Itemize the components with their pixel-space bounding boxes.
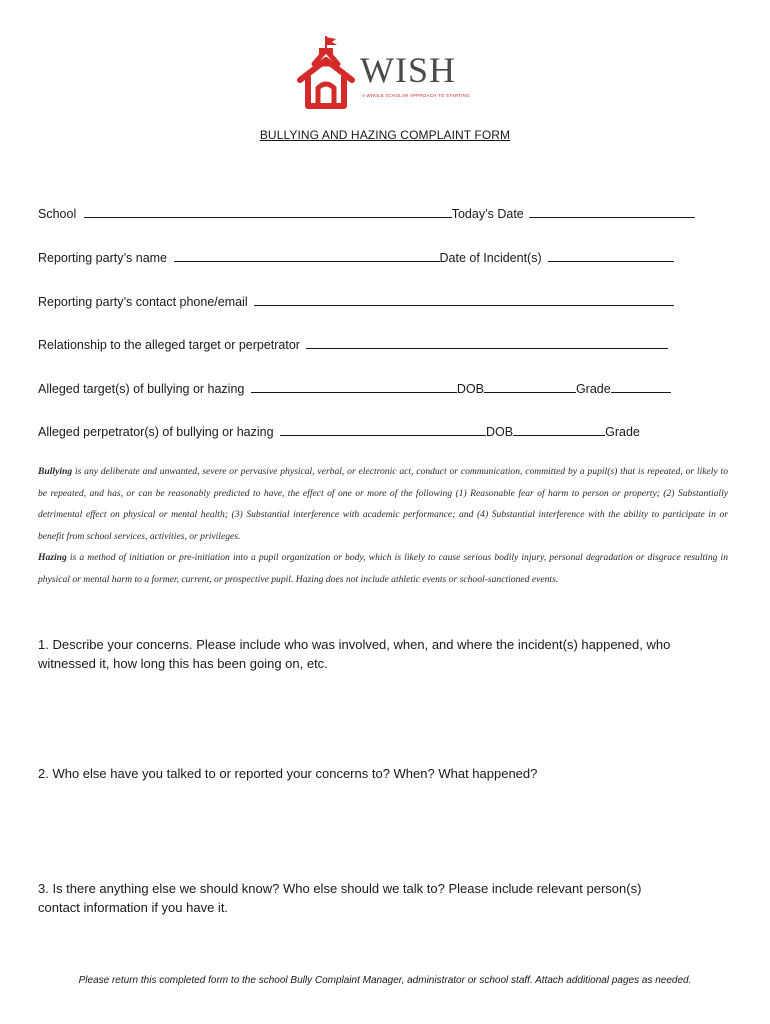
perpetrator-field[interactable] — [280, 422, 486, 436]
logo-tagline: A WHOLE SCHOLAR APPROACH TO STARTING — [362, 93, 470, 98]
question-2: 2. Who else have you talked to or reported your concerns to? When? What happened? — [38, 766, 538, 781]
bullying-term: Bullying — [38, 466, 73, 477]
target-field[interactable] — [251, 379, 457, 393]
footer-note: Please return this completed form to the school Bully Complaint Manager, administrator or school staff. Attach additional pages as needed. — [78, 975, 692, 986]
reporting-name-label: Reporting party’s name — [38, 251, 168, 265]
perpetrator-dob-field[interactable] — [513, 422, 605, 436]
form-title: BULLYING AND HAZING COMPLAINT FORM — [259, 128, 511, 142]
reporting-name-row — [38, 248, 674, 266]
perpetrator-row — [38, 422, 640, 440]
target-dob-field[interactable] — [484, 379, 576, 393]
target-grade-field[interactable] — [611, 379, 671, 393]
question-1: 1. Describe your concerns. Please include who was involved, when, and where the incident(s) happened, who witnessed it, how long this has been going on, etc. — [38, 637, 671, 671]
relationship-field[interactable] — [306, 335, 668, 349]
wish-logo — [296, 34, 496, 114]
contact-field[interactable] — [254, 292, 674, 306]
target-dob-label: DOB — [456, 382, 484, 396]
relationship-row — [38, 335, 668, 353]
target-grade-label: Grade — [575, 382, 611, 396]
definitions-paragraph — [38, 461, 728, 591]
school-label: School — [38, 207, 77, 221]
incident-date-field[interactable] — [548, 248, 674, 262]
school-field[interactable] — [84, 204, 452, 218]
logo-wordmark: WISH — [360, 50, 456, 90]
todays-date-label: Today’s Date — [451, 207, 524, 221]
perpetrator-dob-label: DOB — [486, 425, 514, 439]
contact-row — [38, 292, 674, 310]
hazing-term: Hazing — [38, 552, 67, 564]
schoolhouse-icon — [296, 34, 360, 112]
bullying-definition: is any deliberate and unwanted, severe or pervasive physical, verbal, or electronic act, conduct or communication, committed by a pupil(s) that is repeated, or likely to be repeated, and has, or can be reasonably predicted to have, the effect of one or more of the following (1) Reasonable fear of harm to person or property; (2) Substantially detrimental effect on physical or mental health; (3) Substantial interference with academic performance; and (4) Substantial interference with the ability to participate in or benefit from school services, activities, or privileges. — [38, 466, 728, 542]
hazing-definition: is a method of initiation or pre-initiation into a pupil organization or body, which is likely to cause serious bodily injury, personal degradation or disgrace resulting in physical or mental harm to a former, current, or prospective pupil. Hazing does not include athletic events or school-sanctioned events. — [38, 552, 728, 585]
target-row — [38, 379, 671, 397]
todays-date-field[interactable] — [529, 204, 695, 218]
incident-date-label: Date of Incident(s) — [439, 251, 542, 265]
school-row — [38, 204, 695, 222]
perpetrator-label: Alleged perpetrator(s) of bullying or hazing — [38, 425, 274, 439]
reporting-name-field[interactable] — [174, 248, 440, 262]
relationship-label: Relationship to the alleged target or perpetrator — [38, 338, 300, 352]
contact-label: Reporting party’s contact phone/email — [38, 295, 248, 309]
target-label: Alleged target(s) of bullying or hazing — [38, 382, 245, 396]
question-3: 3. Is there anything else we should know? Who else should we talk to? Please include relevant person(s) contact information if you have it. — [38, 881, 642, 915]
perpetrator-grade-label: Grade — [605, 425, 640, 439]
